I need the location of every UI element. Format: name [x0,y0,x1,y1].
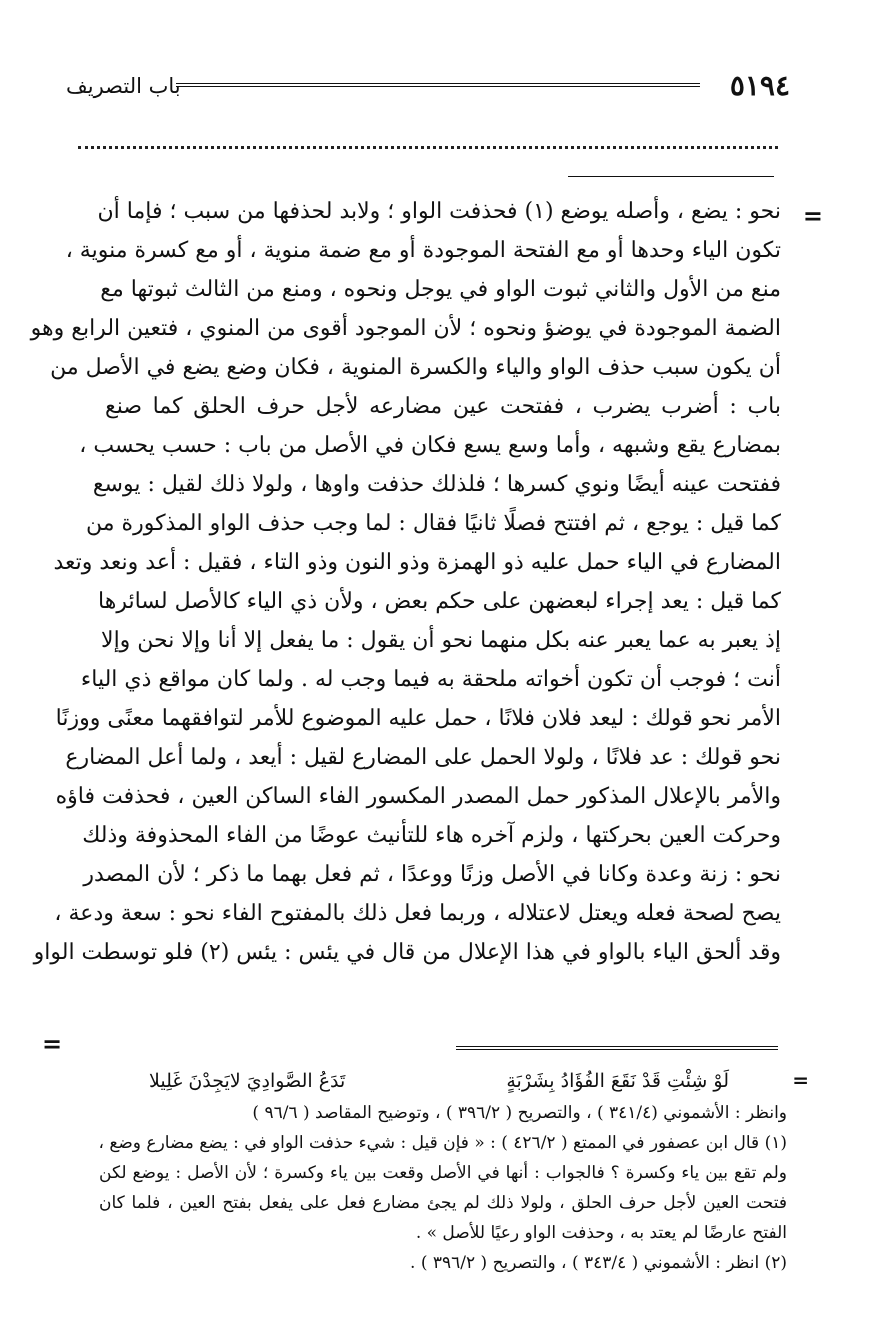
text-line: كما قيل : يوجع ، ثم افتتح فصلًا ثانيًا فقال : لما وجب حذف الواو المذكورة من [86,511,781,536]
text-line: وحركت العين بحركتها ، ولزم آخره هاء للتأنيث عوضًا من الفاء المحذوفة وذلك [82,823,781,848]
text-line: تكون الياء وحدها أو مع الفتحة الموجودة أو مع ضمة منوية ، أو مع كسرة منوية ، [65,238,781,263]
continuation-mark-bottom: = [42,1029,63,1058]
poetry-verse [149,1064,729,1098]
main-text [30,192,781,972]
text-line: والأمر بالإعلال المذكور حمل المصدر المكسور الفاء الساكن العين ، فحذفت فاؤه [55,784,781,809]
footnote-line: (١) قال ابن عصفور في الممتع ( ٤٢٦/٢ ) : « فإن قيل : شيء حذفت الواو في : يضع مضارع وضع ، [98,1133,787,1153]
footnote-line: ولم تقع بين ياء وكسرة ؟ فالجواب : أنها في الأصل وقعت بين ياء وكسرة ؛ لأن الأصل : يوضع لكن [99,1163,787,1183]
continuation-mark-top: = [802,201,823,230]
dotted-separator [78,146,778,149]
text-line: الضمة الموجودة في يوضؤ ونحوه ؛ لأن الموجود أقوى من المنوي ، فتعين الرابع وهو [30,316,781,341]
text-line: يصح لصحة فعله ويعتل لاعتلاله ، وربما فعل ذلك بالمفتوح الفاء نحو : سعة ودعة ، [54,901,781,926]
footnote-rule [456,1046,778,1050]
footnote-line: (٢) انظر : الأشموني ( ٣٤٣/٤ ) ، والتصريح ( ٣٩٦/٢ ) . [410,1253,787,1273]
text-line: وقد ألحق الياء بالواو في هذا الإعلال من قال في يئس : يئس (٢) فلو توسطت الواو [33,940,781,965]
verse-first-hemistich: لَوْ شِئْتِ قَدْ نَقَعَ الفُؤَادُ بِشَرْبَةٍ [506,1070,729,1092]
text-line: الأمر نحو قولك : ليعد فلان فلانًا ، حمل عليه الموضوع للأمر لتوافقهما معنًى ووزنًا [55,706,781,731]
text-line: إذ يعبر به عما يعبر عنه بكل منهما نحو أن يقول : ما يفعل إلا أنا وإلا نحن وإلا [101,628,781,653]
text-line: كما قيل : يعد إجراء لبعضهن على حكم بعض ، ولأن ذي الياء كالأصل لسائرها [98,589,781,614]
footnote-line: فتحت العين لأجل حرف الحلق ، ولولا ذلك لم يجئ مضارع فعل على يفعل بفتح العين ، فلما كان [99,1193,787,1213]
text-line: المضارع في الياء حمل عليه ذو الهمزة وذو النون وذو التاء ، فقيل : أعد ونعد وتعد [53,550,781,575]
text-line: بمضارع يقع وشبهه ، وأما وسع يسع فكان في الأصل من باب : حسب يحسب ، [79,433,781,458]
text-line: أن يكون سبب حذف الواو والياء والكسرة المنوية ، فكان وضع يضع في الأصل من [50,355,781,380]
text-line: نحو : يضع ، وأصله يوضع (١) فحذفت الواو ؛ ولابد لحذفها من سبب ؛ فإما أن [97,199,781,224]
text-line: باب : أضرب يضرب ، ففتحت عين مضارعه لأجل حرف الحلق كما صنع [105,394,781,419]
header-rule [176,83,700,87]
text-line: منع من الأول والثاني ثبوت الواو في يوجل ونحوه ، ومنع من الثالث ثبوتها مع [100,277,781,302]
verse-second-hemistich: تَدَعُ الصَّوادِيَ لايَجِدْنَ غَلِيلا [149,1070,346,1092]
footnote-line: وانظر : الأشموني (٣٤١/٤ ) ، والتصريح ( ٣٩٦/٢ ) ، وتوضيح المقاصد ( ٩٦/٦ ) [252,1103,787,1123]
short-separator-rule [568,176,774,177]
text-line: نحو : زنة وعدة وكانا في الأصل وزنًا ووعدًا ، ثم فعل بهما ما ذكر ؛ لأن المصدر [83,862,781,887]
page-number: ٥١٩٤ [729,69,790,102]
page-header [66,64,790,108]
text-line: أنت ؛ فوجب أن تكون أخواته ملحقة به فيما وجب له . ولما كان مواقع ذي الياء [80,667,781,692]
continuation-mark-footnote: = [792,1068,809,1092]
running-title: باب التصريف [66,74,181,98]
text-line: نحو قولك : عد فلانًا ، ولولا الحمل على المضارع لقيل : أيعد ، ولما أعل المضارع [65,745,781,770]
text-line: ففتحت عينه أيضًا ونوي كسرها ؛ فلذلك حذفت واوها ، ولولا ذلك لقيل : يوسع [92,472,781,497]
footnote-line: الفتح عارضًا لم يعتد به ، وحذفت الواو رعيًا للأصل » . [415,1223,787,1243]
footnotes [99,1098,787,1278]
